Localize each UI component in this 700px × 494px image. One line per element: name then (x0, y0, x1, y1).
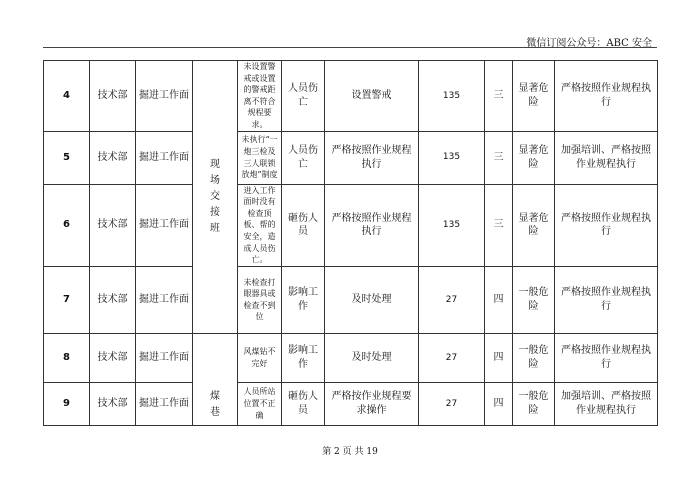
row-no: 4 (44, 61, 90, 132)
row-grade: 一般危险 (513, 266, 555, 333)
row-measure: 加强培训、严格按照作业规程执行 (555, 382, 658, 425)
row-control: 严格按作业规程要求操作 (325, 382, 419, 425)
row-control: 及时处理 (325, 266, 419, 333)
site-group-2 (193, 333, 238, 425)
row-dept: 技术部 (90, 382, 136, 425)
page-footer: 第 2 页 共 19 (322, 447, 378, 457)
row-score: 135 (419, 131, 485, 184)
row-no: 9 (44, 382, 90, 425)
row-level: 四 (485, 266, 513, 333)
row-level: 四 (485, 382, 513, 425)
row-dept: 技术部 (90, 131, 136, 184)
row-measure: 严格按照作业规程执行 (555, 333, 658, 382)
row-dept: 技术部 (90, 61, 136, 132)
row-process: 掘进工作面 (136, 61, 193, 132)
row-hazard: 未设置警戒或设置的警戒距离不符合规程要求。 (238, 61, 282, 132)
row-grade: 一般危险 (513, 382, 555, 425)
table-row (44, 266, 658, 333)
row-dept: 技术部 (90, 333, 136, 382)
row-score: 27 (419, 382, 485, 425)
row-consequence: 人员伤亡 (282, 61, 325, 132)
row-no: 5 (44, 131, 90, 184)
row-measure: 加强培训、严格按照作业规程执行 (555, 131, 658, 184)
row-score: 27 (419, 333, 485, 382)
row-grade: 显著危险 (513, 131, 555, 184)
row-no: 6 (44, 184, 90, 266)
risk-table (43, 60, 658, 426)
row-consequence: 影响工作 (282, 266, 325, 333)
row-process: 掘进工作面 (136, 266, 193, 333)
site-group-2-label: 煤巷 (210, 390, 220, 418)
row-level: 三 (485, 61, 513, 132)
row-hazard: 进入工作面时没有检查顶板、帮的安全，造成人员伤亡。 (238, 184, 282, 266)
row-grade: 显著危险 (513, 61, 555, 132)
row-control: 严格按照作业规程执行 (325, 184, 419, 266)
row-level: 三 (485, 184, 513, 266)
row-process: 掘进工作面 (136, 184, 193, 266)
row-consequence: 砸伤人员 (282, 184, 325, 266)
header-text: 微信订阅公众号：ABC 安全 (526, 38, 652, 49)
row-no: 8 (44, 333, 90, 382)
row-level: 四 (485, 333, 513, 382)
table-row (44, 184, 658, 266)
row-process: 掘进工作面 (136, 382, 193, 425)
row-hazard: 未执行“一炮三检及三人联锁放炮”制度 (238, 131, 282, 184)
header-rule (43, 47, 657, 48)
row-dept: 技术部 (90, 266, 136, 333)
table-row (44, 382, 658, 425)
row-dept: 技术部 (90, 184, 136, 266)
row-hazard: 风煤钻不完好 (238, 333, 282, 382)
row-measure: 严格按照作业规程执行 (555, 61, 658, 132)
row-control: 及时处理 (325, 333, 419, 382)
table-row (44, 131, 658, 184)
row-control: 设置警戒 (325, 61, 419, 132)
row-level: 三 (485, 131, 513, 184)
row-score: 135 (419, 61, 485, 132)
row-consequence: 影响工作 (282, 333, 325, 382)
row-grade: 显著危险 (513, 184, 555, 266)
row-measure: 严格按照作业规程执行 (555, 184, 658, 266)
row-score: 27 (419, 266, 485, 333)
row-no: 7 (44, 266, 90, 333)
row-score: 135 (419, 184, 485, 266)
table-row (44, 61, 658, 132)
row-measure: 严格按照作业规程执行 (555, 266, 658, 333)
site-group-1 (193, 61, 238, 334)
row-hazard: 人员所站位置不正确 (238, 382, 282, 425)
row-process: 掘进工作面 (136, 333, 193, 382)
row-consequence: 人员伤亡 (282, 131, 325, 184)
table-row (44, 333, 658, 382)
row-control: 严格按照作业规程执行 (325, 131, 419, 184)
row-hazard: 未检查打眼器具或检查不到位 (238, 266, 282, 333)
row-process: 掘进工作面 (136, 131, 193, 184)
site-group-1-label: 现场交接班 (210, 158, 220, 234)
row-grade: 一般危险 (513, 333, 555, 382)
row-consequence: 砸伤人员 (282, 382, 325, 425)
